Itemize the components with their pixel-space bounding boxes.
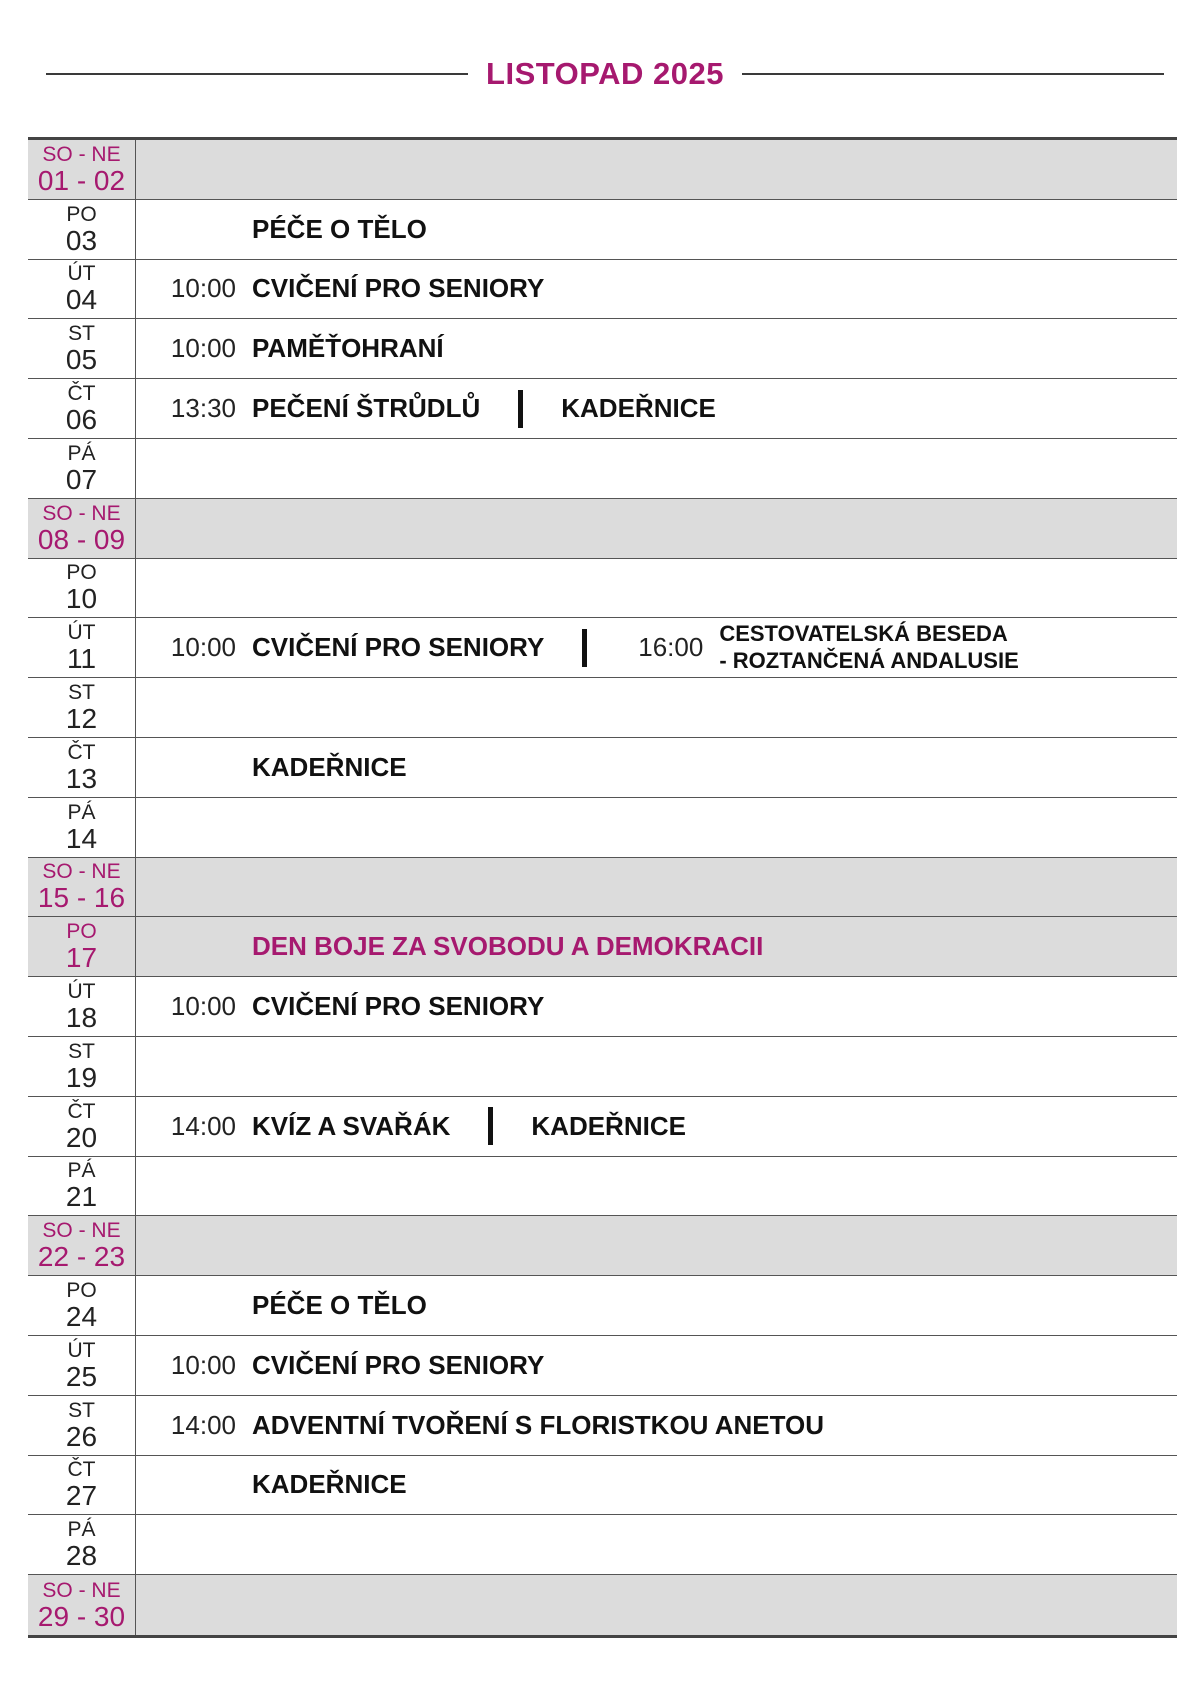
event-title: CVIČENÍ PRO SENIORY bbox=[252, 632, 545, 663]
day-name: PO bbox=[66, 1279, 97, 1303]
day-cell bbox=[28, 618, 136, 677]
calendar-row bbox=[28, 140, 1177, 200]
day-name: ČT bbox=[67, 1099, 96, 1123]
day-cell bbox=[28, 1276, 136, 1335]
day-cell bbox=[28, 858, 136, 917]
event bbox=[561, 393, 716, 424]
event-title: KVÍZ A SVAŘÁK bbox=[252, 1110, 451, 1141]
header-rule-right bbox=[742, 73, 1164, 75]
day-cell bbox=[28, 1216, 136, 1275]
day-number: 13 bbox=[65, 762, 98, 794]
day-cell bbox=[28, 917, 136, 976]
day-number: 10 bbox=[65, 583, 98, 615]
day-number: 18 bbox=[65, 1002, 98, 1034]
day-cell bbox=[28, 678, 136, 737]
calendar-row bbox=[28, 1157, 1177, 1217]
calendar-row bbox=[28, 738, 1177, 798]
events-cell bbox=[136, 1336, 1177, 1395]
events-cell bbox=[136, 678, 1177, 737]
day-number: 29 - 30 bbox=[37, 1600, 126, 1632]
calendar-row bbox=[28, 917, 1177, 977]
day-name: PO bbox=[66, 202, 97, 226]
event bbox=[158, 1290, 427, 1321]
calendar-row bbox=[28, 858, 1177, 918]
day-cell bbox=[28, 738, 136, 797]
day-cell bbox=[28, 319, 136, 378]
day-name: PÁ bbox=[67, 441, 96, 465]
day-number: 28 bbox=[65, 1540, 98, 1572]
event-title: DEN BOJE ZA SVOBODU A DEMOKRACII bbox=[252, 931, 764, 962]
events-cell bbox=[136, 1515, 1177, 1574]
calendar-row bbox=[28, 439, 1177, 499]
day-name: ST bbox=[68, 1039, 95, 1063]
events-cell bbox=[136, 1037, 1177, 1096]
event bbox=[158, 333, 444, 364]
event-time: 16:00 bbox=[638, 632, 704, 663]
day-number: 20 bbox=[65, 1121, 98, 1153]
event-title: CESTOVATELSKÁ BESEDA - ROZTANČENÁ ANDALUSIE bbox=[719, 620, 1019, 673]
calendar-row bbox=[28, 618, 1177, 678]
day-cell bbox=[28, 140, 136, 199]
events-cell bbox=[136, 1575, 1177, 1635]
calendar-row bbox=[28, 1216, 1177, 1276]
day-number: 24 bbox=[65, 1301, 98, 1333]
events-cell bbox=[136, 260, 1177, 319]
day-name: ÚT bbox=[67, 980, 96, 1004]
calendar-row bbox=[28, 1276, 1177, 1336]
events-cell bbox=[136, 1456, 1177, 1515]
event-title: PÉČE O TĚLO bbox=[252, 1290, 427, 1321]
event-separator bbox=[518, 390, 523, 428]
day-cell bbox=[28, 260, 136, 319]
event-separator bbox=[582, 629, 587, 667]
event bbox=[158, 752, 407, 783]
event-time: 10:00 bbox=[170, 273, 236, 304]
event bbox=[158, 214, 427, 245]
day-number: 17 bbox=[65, 942, 98, 974]
event bbox=[158, 1350, 544, 1381]
day-cell bbox=[28, 1336, 136, 1395]
events-cell bbox=[136, 977, 1177, 1036]
day-number: 22 - 23 bbox=[37, 1241, 126, 1273]
events-cell bbox=[136, 1097, 1177, 1156]
day-name: ČT bbox=[67, 740, 96, 764]
calendar-row bbox=[28, 1396, 1177, 1456]
day-name: SO - NE bbox=[42, 501, 121, 525]
calendar-row bbox=[28, 499, 1177, 559]
event-time: 10:00 bbox=[170, 333, 236, 364]
event bbox=[158, 991, 544, 1022]
calendar-row bbox=[28, 319, 1177, 379]
day-cell bbox=[28, 1575, 136, 1635]
event-title: CVIČENÍ PRO SENIORY bbox=[252, 273, 545, 304]
calendar-row bbox=[28, 1515, 1177, 1575]
events-cell bbox=[136, 1396, 1177, 1455]
event-time: 14:00 bbox=[170, 1409, 236, 1440]
day-number: 11 bbox=[66, 643, 97, 675]
event-time: 10:00 bbox=[170, 632, 236, 663]
day-cell bbox=[28, 1097, 136, 1156]
calendar-row bbox=[28, 200, 1177, 260]
day-name: ST bbox=[68, 322, 95, 346]
day-number: 06 bbox=[65, 404, 98, 436]
events-cell bbox=[136, 917, 1177, 976]
event bbox=[158, 931, 763, 962]
event-time: 10:00 bbox=[170, 991, 236, 1022]
calendar-row bbox=[28, 1336, 1177, 1396]
event-title: PAMĚŤOHRANÍ bbox=[252, 333, 444, 364]
calendar-row bbox=[28, 260, 1177, 320]
day-number: 12 bbox=[65, 703, 98, 735]
event-time: 14:00 bbox=[170, 1110, 236, 1141]
page-header bbox=[46, 54, 1164, 94]
calendar-row bbox=[28, 1037, 1177, 1097]
day-number: 14 bbox=[65, 822, 98, 854]
event-separator bbox=[488, 1107, 493, 1145]
day-number: 01 - 02 bbox=[37, 164, 126, 196]
day-cell bbox=[28, 559, 136, 618]
day-name: PÁ bbox=[67, 1159, 96, 1183]
events-cell bbox=[136, 1216, 1177, 1275]
day-name: ÚT bbox=[67, 1338, 96, 1362]
event-time: 10:00 bbox=[170, 1349, 236, 1380]
event-title: CVIČENÍ PRO SENIORY bbox=[252, 991, 545, 1022]
event bbox=[158, 1111, 450, 1142]
day-number: 08 - 09 bbox=[37, 523, 126, 555]
day-name: ST bbox=[68, 681, 95, 705]
calendar-row bbox=[28, 1575, 1177, 1635]
event-time: 13:30 bbox=[170, 393, 236, 424]
day-name: SO - NE bbox=[42, 1578, 121, 1602]
event bbox=[625, 621, 1018, 675]
day-number: 04 bbox=[65, 284, 98, 316]
day-number: 25 bbox=[65, 1360, 98, 1392]
calendar-row bbox=[28, 1097, 1177, 1157]
day-cell bbox=[28, 1515, 136, 1574]
day-number: 07 bbox=[65, 463, 98, 495]
day-cell bbox=[28, 1456, 136, 1515]
event-title: ADVENTNÍ TVOŘENÍ S FLORISTKOU ANETOU bbox=[252, 1409, 825, 1440]
day-name: SO - NE bbox=[42, 1219, 121, 1243]
day-cell bbox=[28, 200, 136, 259]
events-cell bbox=[136, 200, 1177, 259]
day-name: PÁ bbox=[67, 1518, 96, 1542]
calendar-row bbox=[28, 678, 1177, 738]
event-title: PEČENÍ ŠTRŮDLŮ bbox=[252, 393, 481, 424]
event bbox=[531, 1111, 686, 1142]
day-cell bbox=[28, 499, 136, 558]
calendar-row bbox=[28, 977, 1177, 1037]
events-cell bbox=[136, 499, 1177, 558]
event bbox=[158, 1469, 407, 1500]
events-cell bbox=[136, 140, 1177, 199]
events-cell bbox=[136, 379, 1177, 438]
event-title: KADEŘNICE bbox=[531, 1110, 686, 1141]
day-name: SO - NE bbox=[42, 860, 121, 884]
calendar-table bbox=[28, 137, 1177, 1638]
calendar-row bbox=[28, 1456, 1177, 1516]
day-cell bbox=[28, 379, 136, 438]
day-number: 15 - 16 bbox=[37, 882, 126, 914]
day-number: 27 bbox=[65, 1480, 98, 1512]
day-name: SO - NE bbox=[42, 142, 121, 166]
events-cell bbox=[136, 319, 1177, 378]
day-name: ÚT bbox=[67, 621, 96, 645]
day-name: PO bbox=[66, 561, 97, 585]
event-title: KADEŘNICE bbox=[252, 751, 407, 782]
day-name: ÚT bbox=[67, 262, 96, 286]
events-cell bbox=[136, 439, 1177, 498]
day-number: 03 bbox=[65, 224, 98, 256]
events-cell bbox=[136, 798, 1177, 857]
event-title: KADEŘNICE bbox=[561, 393, 716, 424]
header-rule-left bbox=[46, 73, 468, 75]
events-cell bbox=[136, 559, 1177, 618]
day-name: ČT bbox=[67, 1458, 96, 1482]
calendar-row bbox=[28, 798, 1177, 858]
event-title: PÉČE O TĚLO bbox=[252, 213, 427, 244]
day-name: ST bbox=[68, 1398, 95, 1422]
calendar-row bbox=[28, 559, 1177, 619]
calendar-row bbox=[28, 379, 1177, 439]
day-cell bbox=[28, 1037, 136, 1096]
events-cell bbox=[136, 1157, 1177, 1216]
page-title: LISTOPAD 2025 bbox=[486, 56, 724, 91]
day-cell bbox=[28, 1157, 136, 1216]
events-cell bbox=[136, 738, 1177, 797]
day-cell bbox=[28, 798, 136, 857]
day-name: PO bbox=[66, 920, 97, 944]
events-cell bbox=[136, 858, 1177, 917]
events-cell bbox=[136, 618, 1177, 677]
day-number: 19 bbox=[65, 1061, 98, 1093]
day-cell bbox=[28, 977, 136, 1036]
day-number: 26 bbox=[65, 1420, 98, 1452]
day-number: 05 bbox=[65, 344, 98, 376]
event bbox=[158, 393, 480, 424]
event-title: KADEŘNICE bbox=[252, 1469, 407, 1500]
day-name: PÁ bbox=[67, 800, 96, 824]
event bbox=[158, 632, 544, 663]
event-title: CVIČENÍ PRO SENIORY bbox=[252, 1349, 545, 1380]
events-cell bbox=[136, 1276, 1177, 1335]
day-number: 21 bbox=[65, 1181, 98, 1213]
day-name: ČT bbox=[67, 382, 96, 406]
day-cell bbox=[28, 1396, 136, 1455]
event bbox=[158, 273, 544, 304]
day-cell bbox=[28, 439, 136, 498]
event bbox=[158, 1410, 824, 1441]
